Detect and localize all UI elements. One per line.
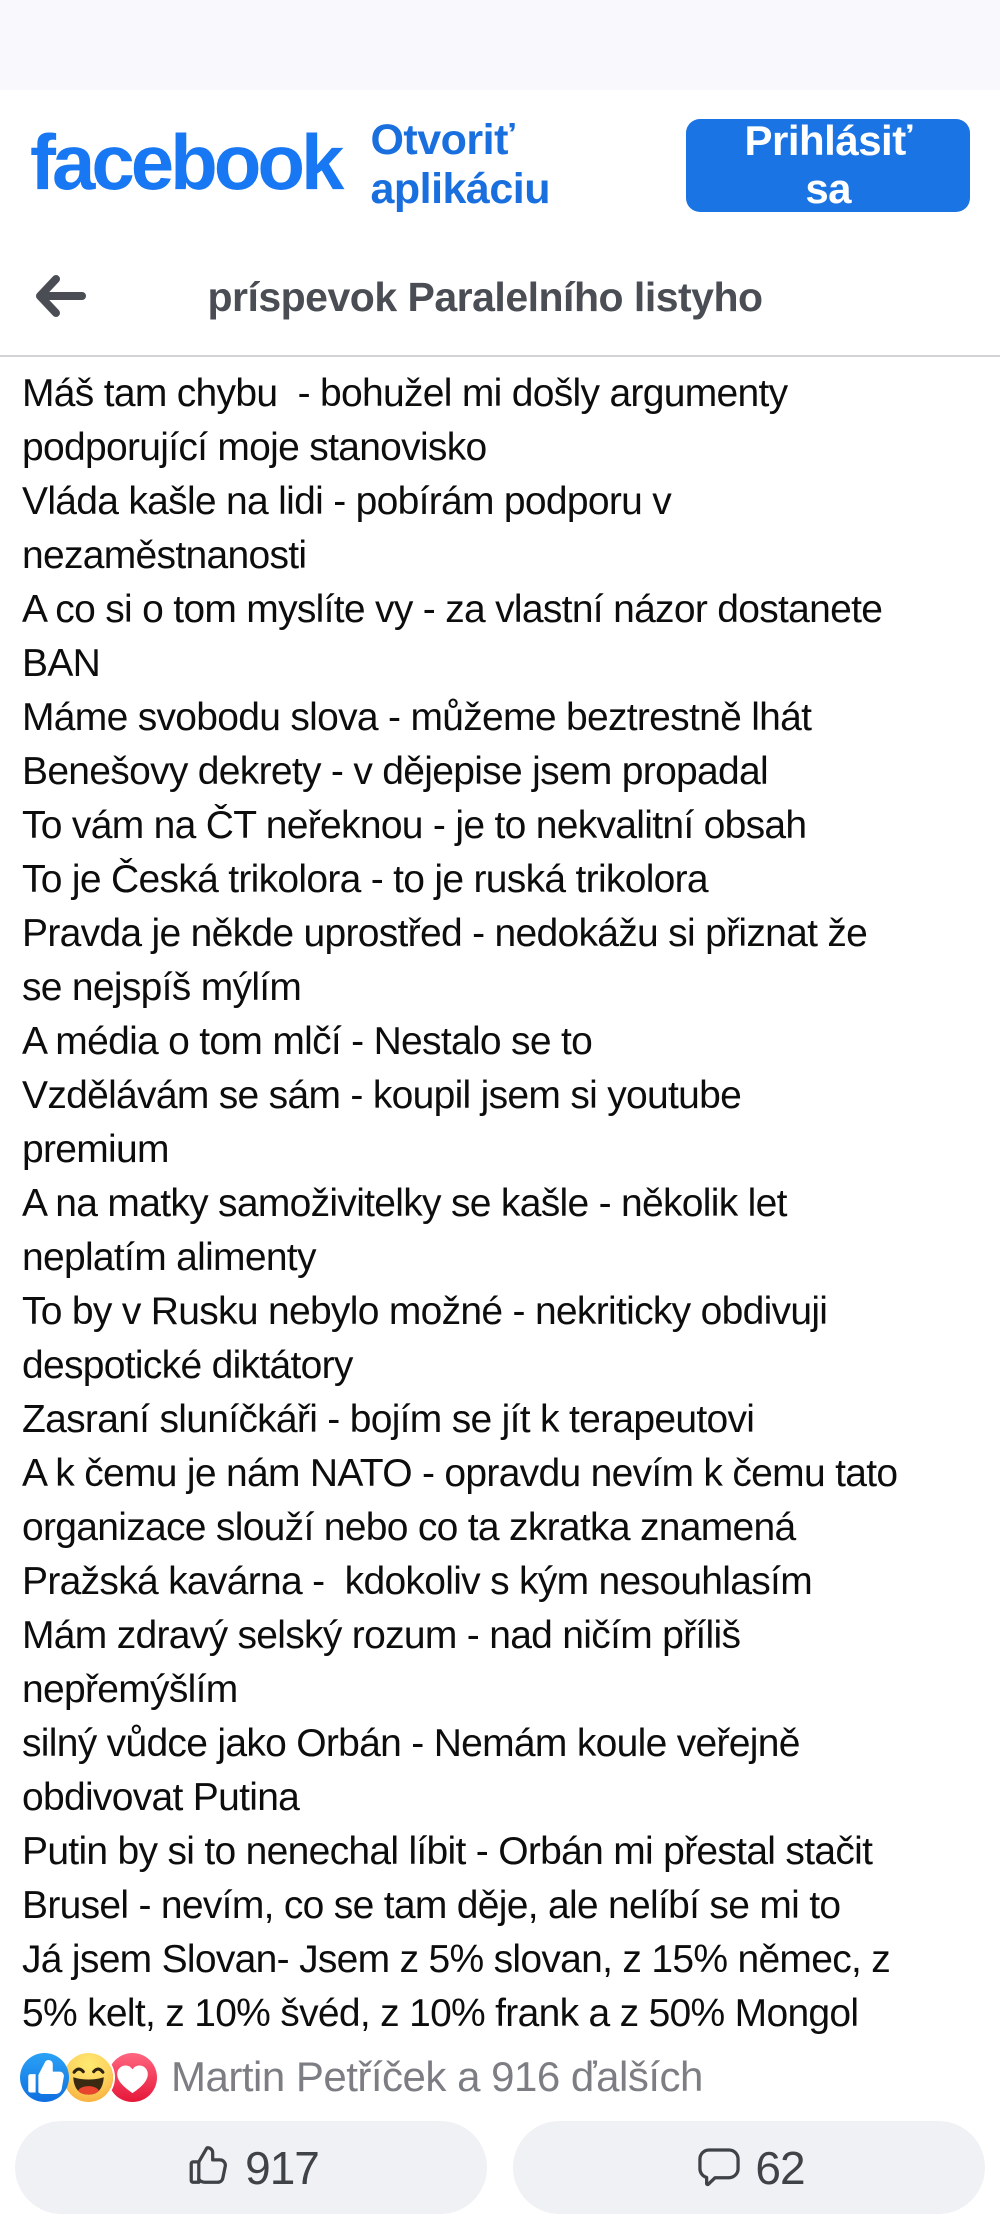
post-line: Já jsem Slovan- Jsem z 5% slovan, z 15% němec, z [22, 1938, 891, 1981]
post-line: A co si o tom myslíte vy - za vlastní názor dostanete [22, 588, 883, 631]
reaction-summary[interactable]: Martin Petříček a 916 ďalších [171, 2053, 703, 2100]
facebook-logo[interactable]: facebook [30, 118, 341, 206]
like-button[interactable] [15, 2121, 487, 2214]
post-line: Brusel - nevím, co se tam děje, ale nelíbí se mi to [22, 1884, 841, 1927]
post-line: organizace slouží nebo co ta zkratka znamená [22, 1506, 796, 1549]
post-line: Putin by si to nenechal líbit - Orbán mi přestal stačit [22, 1830, 873, 1873]
post-line: A média o tom mlčí - Nestalo se to [22, 1020, 593, 1063]
post-line: Máme svobodu slova - můžeme beztrestně lhát [22, 696, 812, 739]
post-line: neplatím alimenty [22, 1236, 316, 1279]
post-line: Pražská kavárna - kdokoliv s kým nesouhlasím [22, 1560, 812, 1603]
reactions-row [0, 2049, 1000, 2105]
status-bar [0, 0, 1000, 90]
post-line: despotické diktátory [22, 1344, 353, 1387]
post-line: podporující moje stanovisko [22, 426, 487, 469]
open-app-link[interactable]: Otvoriť aplikáciu [370, 116, 550, 213]
post-line: Máš tam chybu - bohužel mi došly argumenty [22, 372, 788, 415]
post-line: nepřemýšlím [22, 1668, 238, 1711]
post-line: se nejspíš mýlím [22, 966, 302, 1009]
post-line: BAN [22, 642, 101, 685]
like-reaction-icon[interactable] [20, 2053, 69, 2102]
reaction-icon-stack[interactable] [20, 2053, 157, 2102]
post-line: To by v Rusku nebylo možné - nekriticky obdivuji [22, 1290, 828, 1333]
post-line: Vzdělávám se sám - koupil jsem si youtube [22, 1074, 742, 1117]
thumbs-up-icon [183, 2140, 235, 2195]
post-line: Mám zdravý selský rozum - nad ničím příliš [22, 1614, 741, 1657]
love-reaction-icon[interactable] [108, 2053, 157, 2102]
comment-bubble-icon [693, 2140, 745, 2195]
post-line: nezaměstnanosti [22, 534, 307, 577]
post-line: Zasraní sluníčkáři - bojím se jít k terapeutovi [22, 1398, 755, 1441]
comment-count: 62 [755, 2141, 805, 2194]
facebook-header [0, 90, 1000, 240]
post-line: A na matky samoživitelky se kašle - několik let [22, 1182, 787, 1225]
page-title: príspevok Paralelního listyho [207, 274, 763, 320]
login-button[interactable]: Prihlásiť sa [686, 119, 970, 212]
comment-button[interactable] [513, 2121, 985, 2214]
back-arrow-icon [32, 273, 88, 322]
post-text [0, 357, 1000, 2041]
post-line: Pravda je někde uprostřed - nedokážu si přiznat že [22, 912, 868, 955]
post-line: Benešovy dekrety - v dějepise jsem propadal [22, 750, 768, 793]
post-line: silný vůdce jako Orbán - Nemám koule veřejně [22, 1722, 800, 1765]
like-count: 917 [245, 2141, 319, 2194]
post-line: Vláda kašle na lidi - pobírám podporu v [22, 480, 672, 523]
post-line: To vám na ČT neřeknou - je to nekvalitní obsah [22, 804, 807, 847]
action-buttons [0, 2121, 1000, 2214]
post-line: 5% kelt, z 10% švéd, z 10% frank a z 50% Mongol [22, 1992, 859, 2035]
post-line: To je Česká trikolora - to je ruská trikolora [22, 858, 708, 901]
post-navbar [0, 240, 1000, 355]
post-line: premium [22, 1128, 169, 1171]
post-line: A k čemu je nám NATO - opravdu nevím k čemu tato [22, 1452, 898, 1495]
back-button[interactable] [30, 268, 90, 328]
haha-reaction-icon[interactable] [64, 2053, 113, 2102]
post-line: obdivovat Putina [22, 1776, 300, 1819]
